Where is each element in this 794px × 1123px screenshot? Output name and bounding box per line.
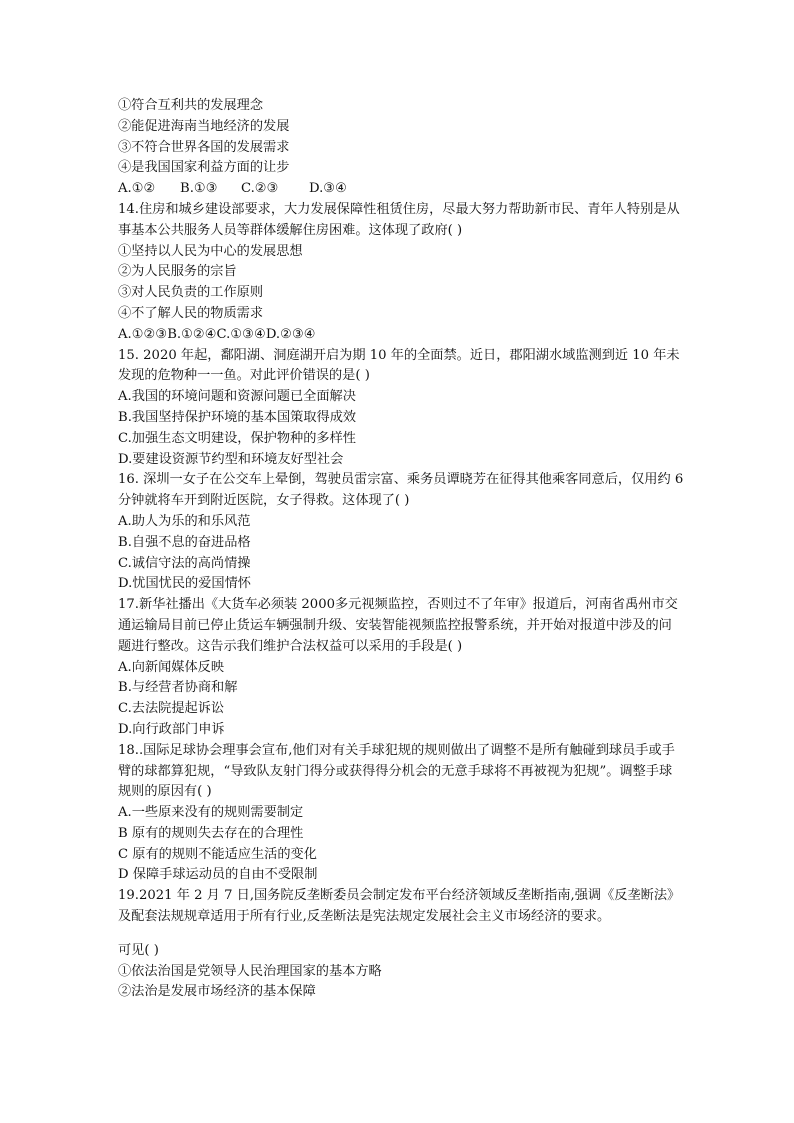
option-b[interactable]: B 原有的规则失去存在的合理性 [118, 825, 304, 841]
question-15 [118, 346, 684, 471]
option-a[interactable]: A.助人为乐的和乐风范 [118, 513, 251, 529]
question-19 [118, 886, 684, 1003]
question-stem: 15. 2020 年起，鄱阳湖、洞庭湖开启为期 10 年的全面禁。近日，郡阳湖水域监测到近 10 年未发现的危物种一一鱼。对此评价错误的是( ) [118, 347, 680, 384]
option-b[interactable]: B.①③ [180, 181, 218, 197]
question-stem: 18..国际足球协会理事会宣布,他们对有关手球犯规的规则做出了调整不是所有触碰到球员手或手臂的球都算犯规，“导致队友射门得分或获得得分机会的无意手球将不再被视为犯规”。调整手球规则的原因有( ) [118, 742, 675, 800]
question-14 [118, 200, 684, 346]
option-a[interactable]: A.一些原来没有的规则需要制定 [118, 805, 304, 821]
exam-page [118, 96, 684, 1003]
option-a[interactable]: A.①②③ [118, 326, 168, 342]
statement-item: ①符合互利共的发展理念 [118, 98, 264, 113]
statement-item: ①坚持以人民为中心的发展思想 [118, 243, 303, 259]
option-b[interactable]: B.我国坚持保护环境的基本国策取得成效 [118, 409, 357, 425]
option-a[interactable]: A.我国的环境问题和资源问题已全面解决 [118, 389, 356, 405]
option-c[interactable]: C.去法院提起诉讼 [118, 701, 225, 717]
option-d[interactable]: D.③④ [309, 181, 347, 197]
question-17 [118, 595, 684, 741]
option-c[interactable]: C.①③④ [216, 326, 266, 342]
question-stem: 17.新华社播出《大货车必须装 2000多元视频监控，否则过不了年审》报道后，河南省禹州市交通运输局目前已停止货运车辆强制升级、安装智能视频监控报警系统，并开始对报道中涉及的问题进行整改。这告示我们维护合法权益可以采用的手段是( ) [118, 597, 678, 654]
option-d[interactable]: D.向行政部门申诉 [118, 721, 225, 737]
option-d[interactable]: D.忧国忧民的爱国情怀 [118, 576, 251, 592]
option-c[interactable]: C 原有的规则不能适应生活的变化 [118, 846, 317, 862]
option-c[interactable]: C.诚信守法的高尚情操 [118, 555, 251, 571]
question-stem: 16. 深圳一女子在公交车上晕倒，驾驶员雷宗富、乘务员谭晓芳在征得其他乘客同意后，仅用约 6 分钟就将车开到附近医院，女子得救。这体现了( ) [118, 472, 684, 509]
statement-item: ③不符合世界各国的发展需求 [118, 139, 290, 155]
option-a[interactable]: A.①② [118, 181, 156, 197]
statement-item: ④不了解人民的物质需求 [118, 305, 264, 321]
option-c[interactable]: C.加强生态文明建设，保护物种的多样性 [118, 430, 356, 446]
statement-item: ②为人民服务的宗旨 [118, 264, 237, 280]
option-a[interactable]: A.向新闻媒体反映 [118, 659, 225, 675]
question-13 [118, 96, 684, 200]
answer-options [118, 179, 684, 200]
statement-item: ④是我国国家利益方面的让步 [118, 160, 290, 176]
statement-item: ①依法治国是党领导人民治理国家的基本方略 [118, 963, 382, 979]
option-d[interactable]: D.②③④ [265, 326, 316, 342]
statement-item: ③对人民负责的工作原则 [118, 285, 264, 301]
option-b[interactable]: B.自强不息的奋进品格 [118, 534, 251, 550]
option-d[interactable]: D 保障手球运动员的自由不受限制 [118, 867, 318, 883]
question-stem-continuation: 可见( ) [118, 942, 159, 958]
answer-options [118, 325, 684, 346]
option-d[interactable]: D.要建设资源节约型和环境友好型社会 [118, 451, 344, 467]
spacer [118, 928, 684, 941]
statement-item: ②能促进海南当地经济的发展 [118, 118, 290, 134]
question-stem: 19.2021 年 2 月 7 日,国务院反垄断委员会制定发布平台经济领域反垄断指南,强调《反垄断法》及配套法规规章适用于所有行业,反垄断法是宪法规定发展社会主义市场经济的要求。 [118, 888, 681, 925]
option-c[interactable]: C.②③ [241, 181, 279, 197]
question-16 [118, 470, 684, 595]
question-stem: 14.住房和城乡建设部要求，大力发展保障性租赁住房，尽最大努力帮助新市民、青年人特别是从事基本公共服务人员等群体缓解住房困难。这体现了政府( ) [118, 201, 680, 238]
statement-item: ②法治是发展市场经济的基本保障 [118, 984, 316, 1000]
option-b[interactable]: B.与经营者协商和解 [118, 680, 238, 696]
option-b[interactable]: B.①②④ [167, 326, 217, 342]
question-18 [118, 741, 684, 887]
